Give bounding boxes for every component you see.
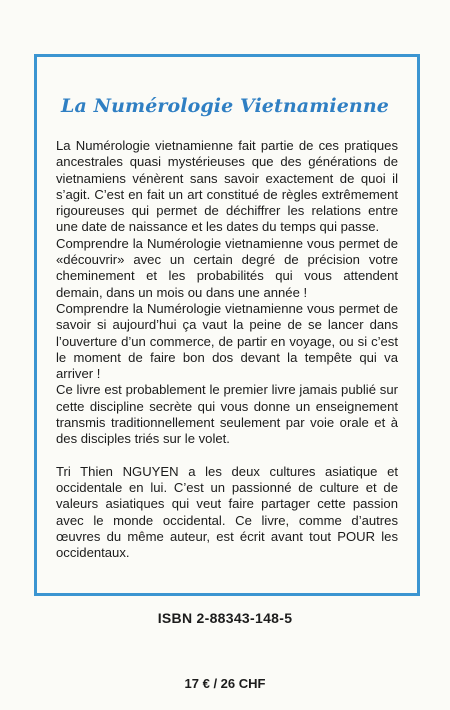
book-title: La Numérologie Vietnamienne <box>61 95 389 117</box>
price-label: 17 € / 26 CHF <box>184 676 266 691</box>
paragraph-secret: Ce livre est probablement le premier livre jamais publié sur cette discipline secrète qui vous donne un enseignement transmis traditionnellement seulement par voie orale et à des disciples triés sur le volet. <box>56 382 398 447</box>
paragraph-practical: Comprendre la Numérologie vietnamienne vous permet de savoir si aujourd’hui ça vaut la peine de se lancer dans l’ouverture d’un commerce, de partir en voyage, ou si c’est le moment de faire bon dos devant la tempête qui va arriver ! <box>56 300 398 382</box>
paragraph-discover: Comprendre la Numérologie vietnamienne vous permet de «découvrir» avec un certain degré de précision votre cheminement et les probabilités qui vous attendent demain, dans un mois ou dans une année ! <box>56 235 398 300</box>
isbn-number: ISBN 2-88343-148-5 <box>157 610 293 626</box>
paragraph-intro: La Numérologie vietnamienne fait partie de ces pratiques ancestrales quasi mystérieuses que des générations de vietnamiens vénèrent sans savoir exactement de quoi il s’agit. C’est en fait un art constitué de règles extrêmement rigoureuses qui permet de déchiffrer les relations entre une date de naissance et les dates du temps qui passe. <box>56 138 398 235</box>
back-cover-text <box>56 138 398 561</box>
paragraph-author: Tri Thien NGUYEN a les deux cultures asiatique et occidentale en lui. C’est un passionné de culture et de valeurs asiatiques qui veut faire partager cette passion avec le monde occidental. Ce livre, comme d’autres œuvres du même auteur, est écrit avant tout POUR les occidentaux. <box>56 463 398 561</box>
